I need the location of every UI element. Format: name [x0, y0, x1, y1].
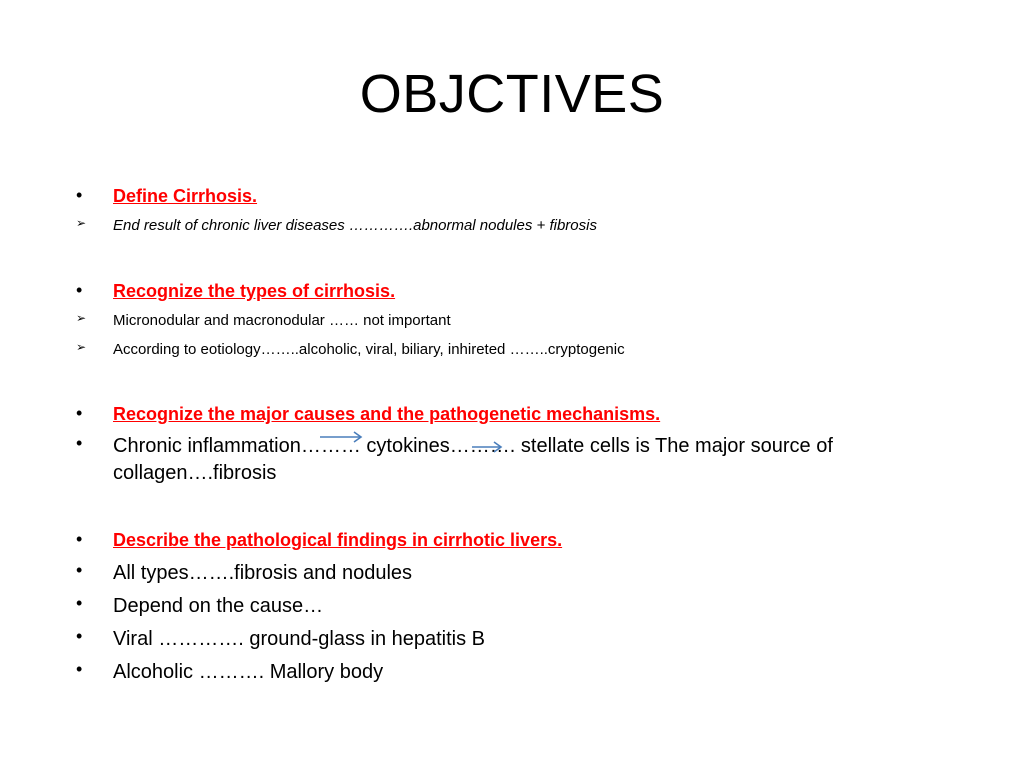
slide-title: OBJCTIVES — [359, 64, 665, 124]
bullet-icon: • — [76, 593, 83, 613]
arrow-bullet-icon: ➢ — [76, 340, 87, 354]
point-text: Chronic inflammation……… cytokines………. stellate cells is The major source of collagen….fibrosis — [113, 435, 833, 484]
sub-point-text: End result of chronic liver diseases ………….abnormal nodules + fibrosis — [113, 217, 597, 234]
bullet-icon: • — [76, 185, 83, 205]
arrow-icon — [470, 440, 506, 454]
bullet-icon: • — [76, 280, 83, 300]
point-text: Viral …………. ground-glass in hepatitis B — [113, 628, 486, 650]
bullet-icon: • — [76, 560, 83, 580]
bullet-icon: • — [76, 403, 83, 423]
objective-heading-text: Describe the pathological findings in cirrhotic livers. — [113, 530, 563, 550]
arrow-bullet-icon: ➢ — [76, 216, 87, 230]
objective-heading-text: Recognize the major causes and the pathogenetic mechanisms. — [113, 404, 661, 424]
sub-point-text: According to eotiology……..alcoholic, viral, biliary, inhireted ……..cryptogenic — [113, 341, 625, 358]
arrow-icon — [318, 430, 366, 444]
objective-heading-text: Recognize the types of cirrhosis. — [113, 281, 396, 301]
bullet-icon: • — [76, 659, 83, 679]
bullet-icon: • — [76, 433, 83, 453]
sub-point-text: Micronodular and macronodular …… not important — [113, 312, 451, 329]
point-text: Alcoholic ………. Mallory body — [113, 661, 384, 683]
objective-heading-text: Define Cirrhosis. — [113, 186, 258, 206]
point-text: Depend on the cause… — [113, 595, 324, 617]
point-text: All types…….fibrosis and nodules — [113, 562, 413, 584]
arrow-bullet-icon: ➢ — [76, 311, 87, 325]
bullet-icon: • — [76, 529, 83, 549]
bullet-icon: • — [76, 626, 83, 646]
